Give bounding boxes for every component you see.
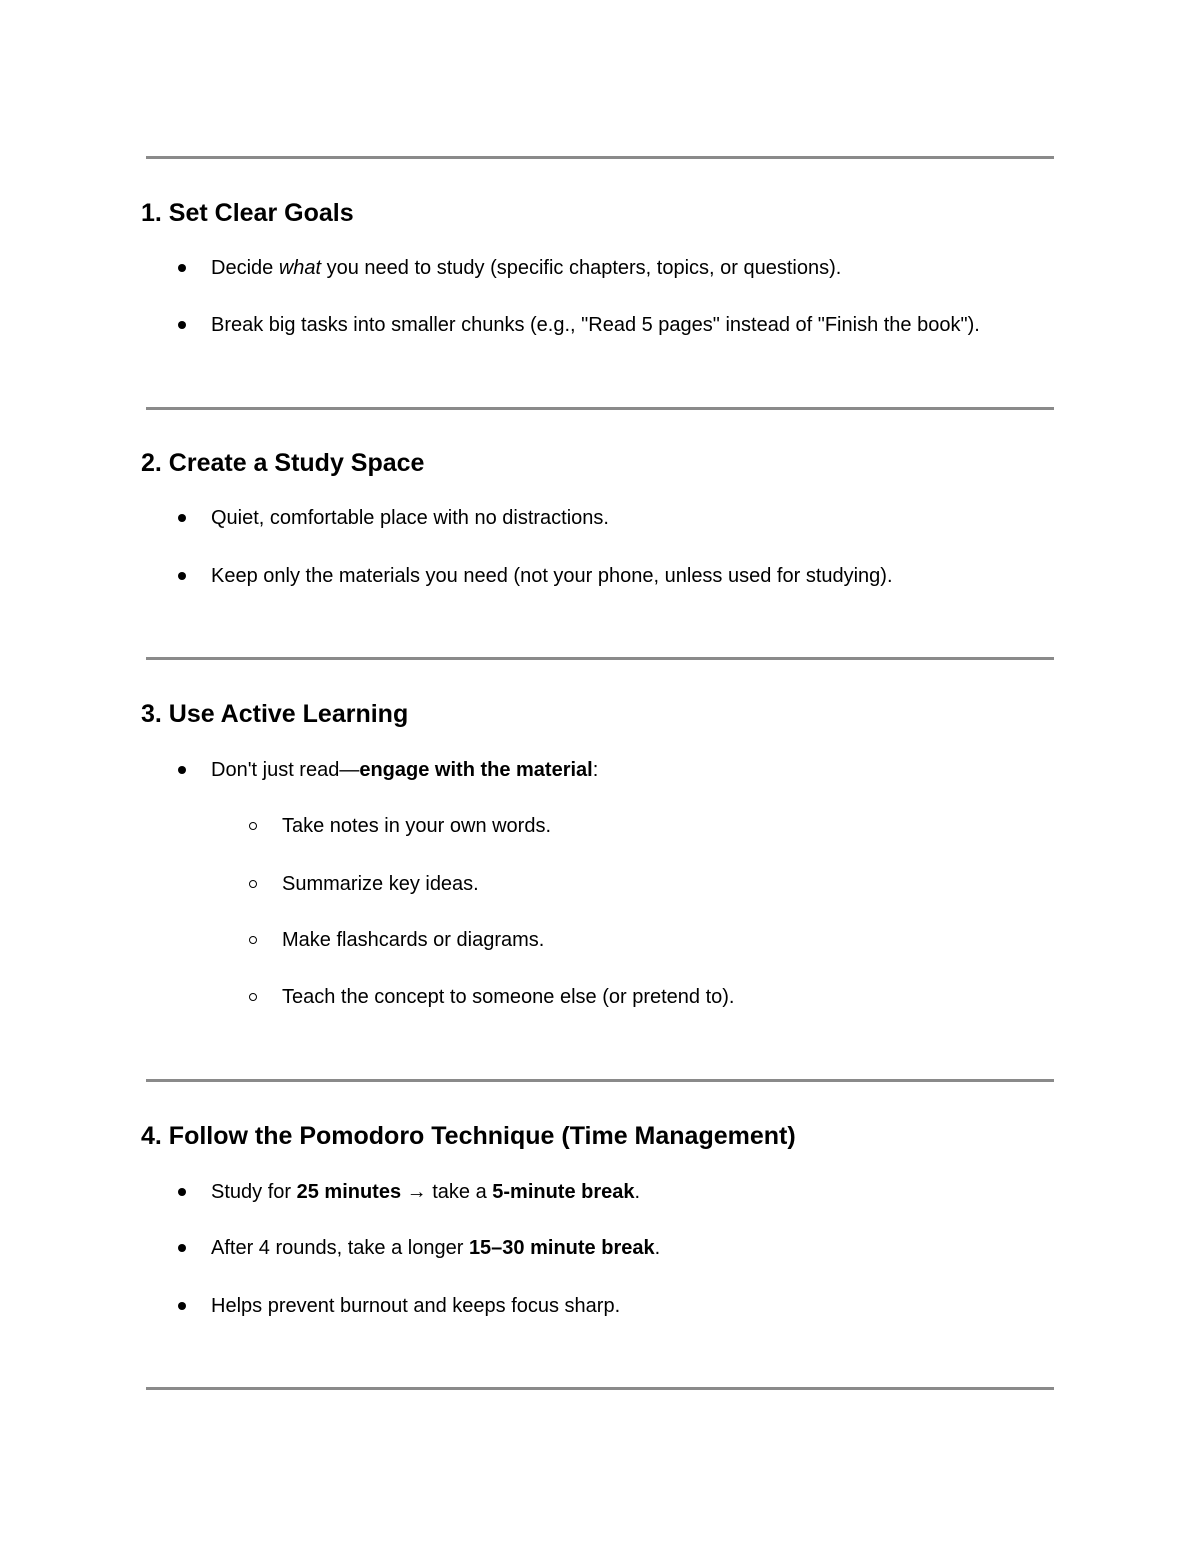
- divider: [146, 1079, 1054, 1082]
- bullet-icon: [178, 264, 186, 272]
- section-heading-goals: 1. Set Clear Goals: [141, 199, 354, 227]
- list-item: Keep only the materials you need (not your phone, unless used for studying).: [211, 565, 893, 587]
- list-item: Study for 25 minutes → take a 5-minute break.: [211, 1181, 641, 1203]
- list-item: Decide what you need to study (specific chapters, topics, or questions).: [211, 257, 842, 279]
- sub-list-item: Take notes in your own words.: [282, 815, 552, 837]
- sub-list-item: Make flashcards or diagrams.: [282, 929, 545, 951]
- sub-list-item: Teach the concept to someone else (or pretend to).: [282, 986, 735, 1008]
- divider: [146, 407, 1054, 410]
- list-item: Break big tasks into smaller chunks (e.g., "Read 5 pages" instead of "Finish the book").: [211, 314, 980, 336]
- list-item: Quiet, comfortable place with no distractions.: [211, 507, 609, 529]
- list-item: Don't just read—engage with the material:: [211, 759, 599, 781]
- bullet-icon: [178, 1188, 186, 1196]
- bullet-icon: [178, 514, 186, 522]
- sub-bullet-icon: [249, 936, 257, 944]
- section-heading-pomodoro: 4. Follow the Pomodoro Technique (Time Management): [141, 1122, 796, 1150]
- divider: [146, 1387, 1054, 1390]
- section-heading-active-learning: 3. Use Active Learning: [141, 700, 409, 728]
- sub-bullet-icon: [249, 822, 257, 830]
- sub-bullet-icon: [249, 993, 257, 1001]
- list-item: After 4 rounds, take a longer 15–30 minute break.: [211, 1237, 661, 1259]
- bullet-icon: [178, 766, 186, 774]
- bullet-icon: [178, 321, 186, 329]
- sub-list-item: Summarize key ideas.: [282, 873, 479, 895]
- divider: [146, 657, 1054, 660]
- section-heading-study-space: 2. Create a Study Space: [141, 449, 425, 477]
- bullet-icon: [178, 1302, 186, 1310]
- bullet-icon: [178, 1244, 186, 1252]
- sub-bullet-icon: [249, 880, 257, 888]
- bullet-icon: [178, 572, 186, 580]
- list-item: Helps prevent burnout and keeps focus sharp.: [211, 1295, 621, 1317]
- divider: [146, 156, 1054, 159]
